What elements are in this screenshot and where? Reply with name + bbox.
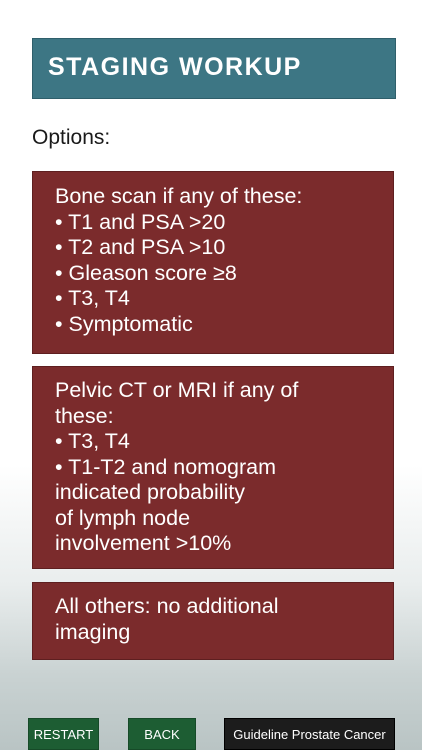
option-box-pelvic-imaging (32, 366, 394, 569)
option-text-line: these: (55, 403, 114, 428)
option-bullet-line: • Symptomatic (55, 311, 193, 336)
option-text-line: indicated probability (55, 480, 246, 504)
option-text-line: imaging (55, 619, 131, 644)
option-bullet-line: • T3, T4 (55, 286, 130, 310)
page-header (32, 38, 396, 99)
option-bullet-line: • T2 and PSA >10 (55, 235, 226, 259)
option-bullet-line: • Gleason score ≥8 (55, 260, 237, 285)
option-box-bone-scan (32, 171, 394, 354)
option-text-line: Pelvic CT or MRI if any of (55, 378, 299, 402)
back-button[interactable]: BACK (128, 718, 196, 750)
page-title: STAGING WORKUP (48, 53, 302, 81)
option-bullet-line: • T1-T2 and nomogram (55, 454, 277, 479)
option-text-line: All others: no additional (55, 594, 279, 618)
option-bullet-line: • T3, T4 (55, 429, 130, 453)
option-text-line: of lymph node (55, 505, 191, 530)
option-bullet-line: • T1 and PSA >20 (55, 209, 226, 234)
options-label: Options: (32, 126, 111, 149)
guideline-button[interactable]: Guideline Prostate Cancer (224, 718, 395, 750)
option-text-line: Bone scan if any of these: (55, 184, 303, 208)
restart-button[interactable]: RESTART (28, 718, 99, 750)
option-text-line: involvement >10% (55, 531, 232, 555)
option-box-no-imaging (32, 582, 394, 660)
